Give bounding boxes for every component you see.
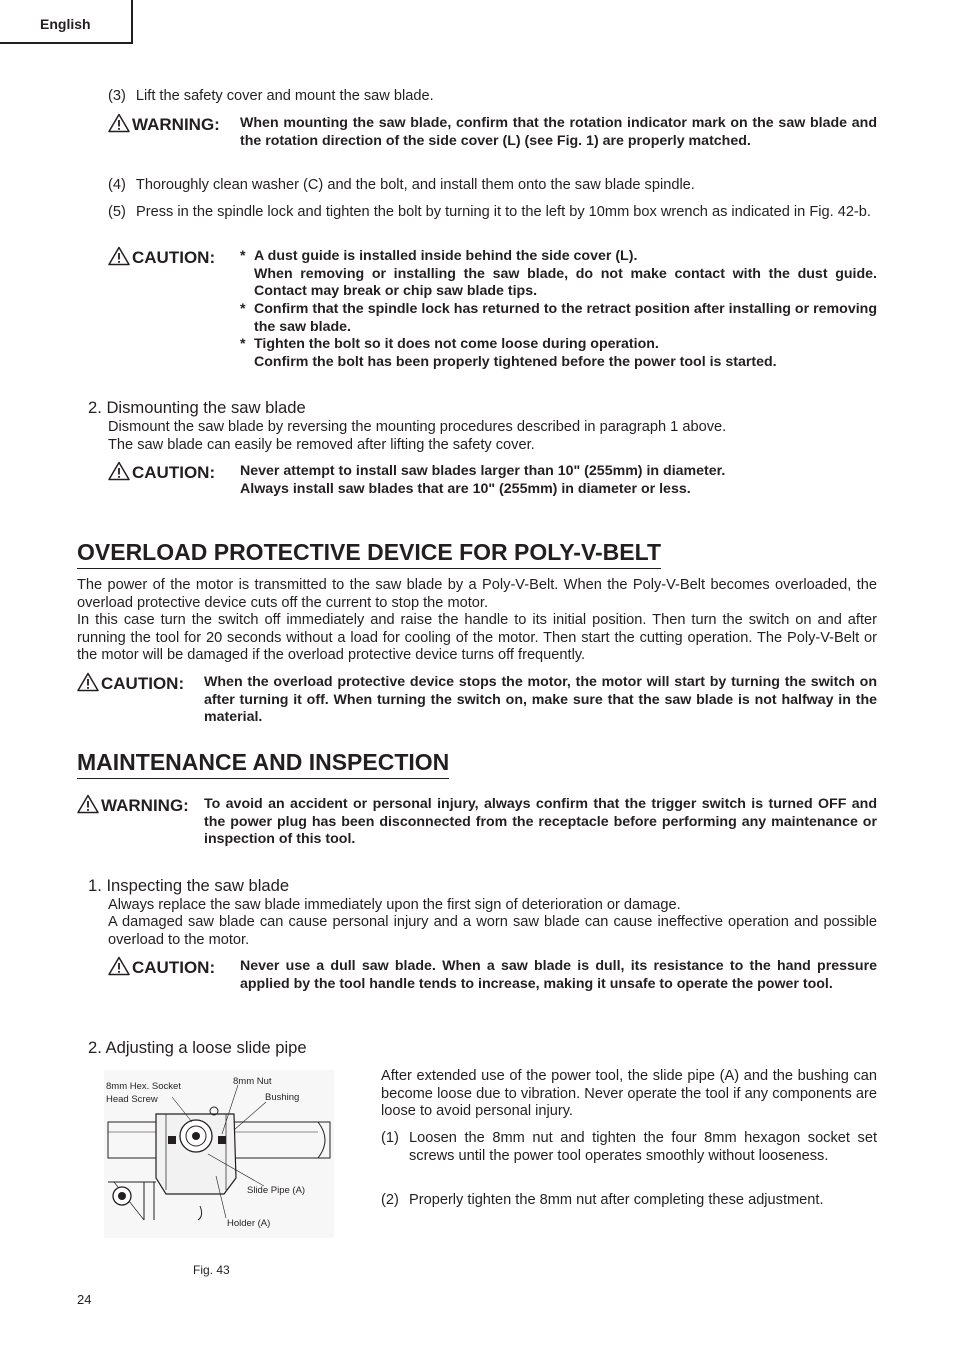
caution-1-item-3-rest: Confirm the bolt has been properly tightened before the power tool is started. [254,353,777,370]
step-5-number: (5) [108,204,126,220]
overload-caution-text: When the overload protective device stops the motor, the motor will start by turning the switch on after turning it off. When turning the switch on, make sure that the saw blade is not halfway in the material. [204,674,877,726]
figure-label-holder: Holder (A) [227,1218,271,1229]
adjust-step-1-number: (1) [381,1130,399,1146]
adjust-heading: 2. Adjusting a loose slide pipe [88,1038,307,1057]
page-number: 24 [77,1292,92,1307]
figure-43-slide-pipe-illustration [104,1070,334,1238]
adjust-step-2 [381,1192,877,1210]
language-tab [0,0,133,44]
inspect-line-2: A damaged saw blade can cause personal injury and a worn saw blade can cause ineffective operation and possible overload to the motor. [108,914,877,948]
caution-1-item-1-line1: A dust guide is installed inside behind the side cover (L). [254,248,638,264]
inspect-caution-text: Never use a dull saw blade. When a saw blade is dull, its resistance to the hand pressure applied by the tool handle tends to increase, making it unsafe to operate the power tool. [240,958,877,992]
adjust-step-2-number: (2) [381,1192,399,1208]
caution-1-label: CAUTION: [108,246,215,268]
figure-caption: Fig. 43 [193,1263,230,1277]
warning-triangle-icon [108,113,130,133]
step-3-number: (3) [108,88,126,104]
step-4-text: Thoroughly clean washer (C) and the bolt, and install them onto the saw blade spindle. [135,177,695,193]
caution-2-line-1: Never attempt to install saw blades larger than 10" (255mm) in diameter. [240,463,726,479]
dismount-line-2: The saw blade can easily be removed after lifting the safety cover. [108,437,535,453]
adjust-intro: After extended use of the power tool, the slide pipe (A) and the bushing can become loose due to vibration. Never operate the tool if any components are loose to avoid personal injury. [381,1068,877,1120]
step-5 [108,204,878,222]
step-3 [108,88,878,106]
warning-triangle-icon [108,956,130,976]
inspect-line-1: Always replace the saw blade immediately upon the first sign of deterioration or damage. [108,897,681,913]
figure-label-hex-socket-line1: 8mm Hex. Socket [106,1081,181,1092]
inspect-heading: 1. Inspecting the saw blade [88,876,290,895]
step-5-text: Press in the spindle lock and tighten the bolt by turning it to the left by 10mm box wrench as indicated in Fig. 42-b. [136,204,871,220]
overload-para-1: The power of the motor is transmitted to the saw blade by a Poly-V-Belt. When the Poly-V-Belt becomes overloaded, the overload protective device cuts off the current to stop the motor. [77,577,877,611]
dismount-line-1: Dismount the saw blade by reversing the mounting procedures described in paragraph 1 above. [108,419,727,435]
step-4 [108,177,878,195]
dismount-heading: 2. Dismounting the saw blade [88,398,306,417]
caution-1-item-1: * A dust guide is installed inside behind the side cover (L). When removing or installing the saw blade, do not make contact with the dust guide. Contact may break or chip saw blade tips. [240,248,877,300]
warning-1-text: When mounting the saw blade, confirm that the rotation indicator mark on the saw blade and the rotation direction of the side cover (L) (see Fig. 1) are properly matched. [240,115,877,149]
overload-heading: OVERLOAD PROTECTIVE DEVICE FOR POLY-V-BELT [77,538,661,569]
warning-triangle-icon [77,794,99,814]
maintenance-warning-label: WARNING: [77,794,189,816]
maintenance-heading: MAINTENANCE AND INSPECTION [77,748,449,779]
figure-label-slide-pipe: Slide Pipe (A) [247,1185,306,1196]
warning-triangle-icon [108,461,130,481]
warning-1-label: WARNING: [108,113,220,135]
step-4-number: (4) [108,177,126,193]
adjust-step-1-text: Loosen the 8mm nut and tighten the four 8mm hexagon socket set screws until the power tool operates smoothly without looseness. [409,1130,877,1164]
caution-2-line-2: Always install saw blades that are 10" (255mm) in diameter or less. [240,481,691,497]
caution-1-item-3: * Tighten the bolt so it does not come loose during operation. Confirm the bolt has been properly tightened before the power tool is started. [240,336,877,371]
language-tab-label: English [40,16,91,32]
warning-triangle-icon [108,246,130,266]
warning-triangle-icon [77,672,99,692]
caution-2-label: CAUTION: [108,461,215,483]
caution-1-item-3-line1: Tighten the bolt so it does not come loose during operation. [254,336,659,352]
inspect-caution-label: CAUTION: [108,956,215,978]
overload-caution-label: CAUTION: [77,672,184,694]
caution-1-item-2-text: Confirm that the spindle lock has returned to the retract position after installing or removing the saw blade. [254,301,877,335]
figure-label-nut: 8mm Nut [233,1076,272,1087]
step-3-text: Lift the safety cover and mount the saw blade. [135,88,434,104]
caution-1-item-2: * Confirm that the spindle lock has returned to the retract position after installing or removing the saw blade. [240,301,877,335]
figure-label-hex-socket-line2: Head Screw [106,1094,158,1105]
maintenance-warning-text: To avoid an accident or personal injury, always confirm that the trigger switch is turned OFF and the power plug has been disconnected from the receptacle before performing any maintenance or inspection of this tool. [204,796,877,848]
figure-label-bushing: Bushing [265,1092,300,1103]
caution-1-item-1-rest: When removing or installing the saw blade, do not make contact with the dust guide. Contact may break or chip saw blade tips. [254,265,877,300]
adjust-step-2-text: Properly tighten the 8mm nut after completing these adjustment. [409,1192,824,1208]
overload-para-2: In this case turn the switch off immediately and raise the handle to its initial position. Then turn the switch on and after running the tool for 20 seconds without a load for cooling of the motor. Then start the cutting operation. The Poly-V-Belt or the motor will be damaged if the overload protective device turns off frequently. [77,612,877,664]
adjust-step-1 [381,1130,877,1165]
